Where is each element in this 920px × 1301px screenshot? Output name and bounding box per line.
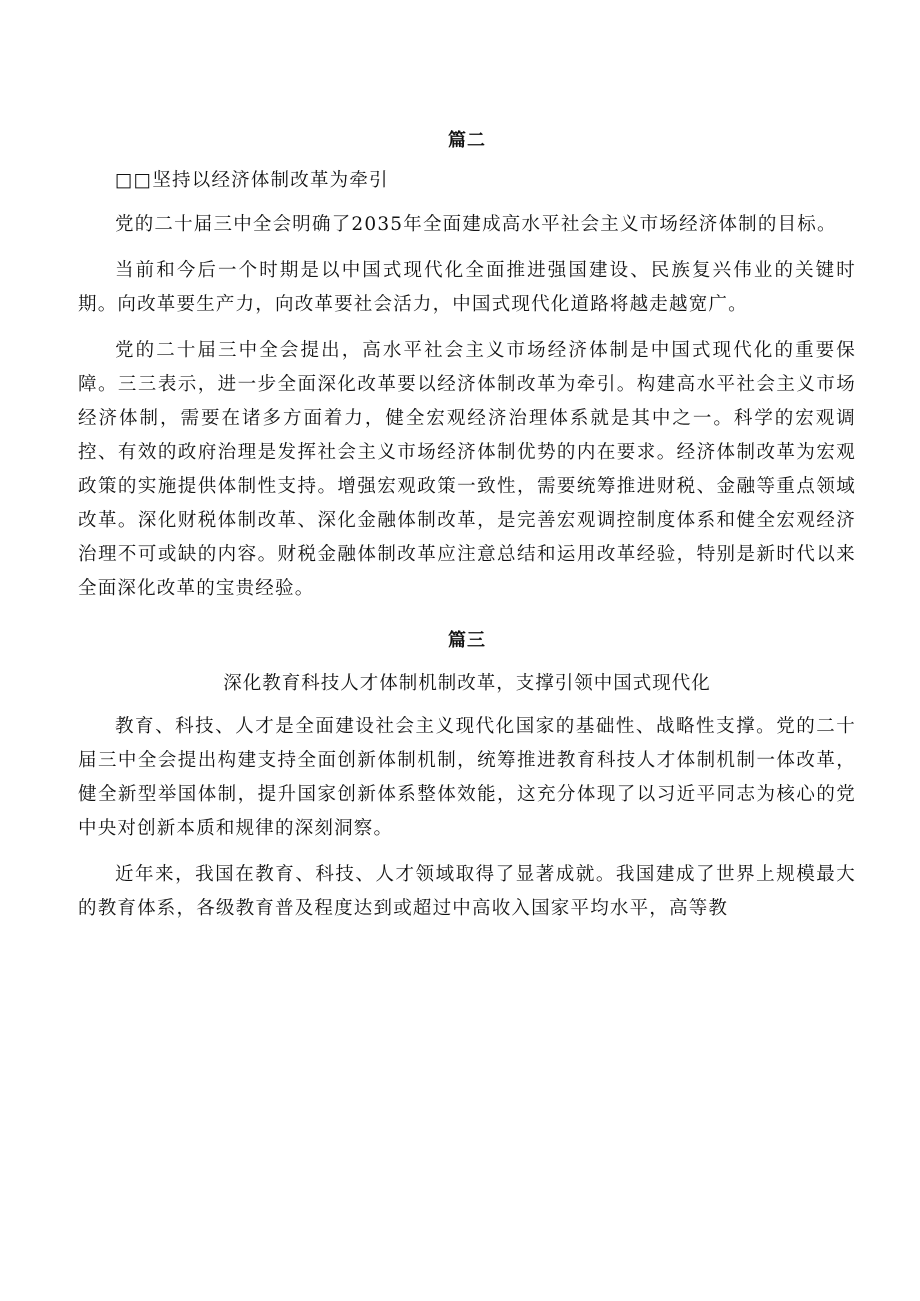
section-2-paragraph-2: 当前和今后一个时期是以中国式现代化全面推进强国建设、民族复兴伟业的关键时期。向改革要生产力，向改革要社会活力，中国式现代化道路将越走越宽广。 — [78, 260, 856, 315]
section-3-paragraph-1: 教育、科技、人才是全面建设社会主义现代化国家的基础性、战略性支撑。党的二十届三中全会提出构建支持全面创新体制机制，统筹推进教育科技人才体制机制一体改革，健全新型举国体制，提升国家创新体系整体效能，这充分体现了以习近平同志为核心的党中央对创新本质和规律的深刻洞察。 — [78, 716, 856, 839]
section-3-paragraph-2: 近年来，我国在教育、科技、人才领域取得了显著成就。我国建成了世界上规模最大的教育体系，各级教育普及程度达到或超过中高收入国家平均水平，高等教 — [78, 864, 856, 919]
section-heading-3: 篇三 — [448, 630, 486, 651]
section-2-paragraph-3: 党的二十届三中全会提出，高水平社会主义市场经济体制是中国式现代化的重要保障。三㆔表示，进一步全面深化改革要以经济体制改革为牵引。构建高水平社会主义市场经济体制，需要在诸多方面着力，健全宏观经济治理体系就是其中之一。科学的宏观调控、有效的政府治理是发挥社会主义市场经济体制优势的内在要求。经济体制改革为宏观政策的实施提供体制性支持。增强宏观政策一致性，需要统筹推进财税、金融等重点领域改革。深化财税体制改革、深化金融体制改革，是完善宏观调控制度体系和健全宏观经济治理不可或缺的内容。财税金融体制改革应注意总结和运用改革经验，特别是新时代以来全面深化改革的宝贵经验。 — [78, 340, 856, 599]
section-3-subtitle: 深化教育科技人才体制机制改革，支撑引领中国式现代化 — [223, 673, 711, 694]
section-heading-2: 篇二 — [448, 130, 486, 151]
section-2-paragraph-1: 党的二十届三中全会明确了2035年全面建成高水平社会主义市场经济体制的目标。 — [115, 214, 837, 235]
section-2-lead: □□坚持以经济体制改革为牵引 — [115, 170, 389, 191]
document-body — [78, 118, 856, 938]
